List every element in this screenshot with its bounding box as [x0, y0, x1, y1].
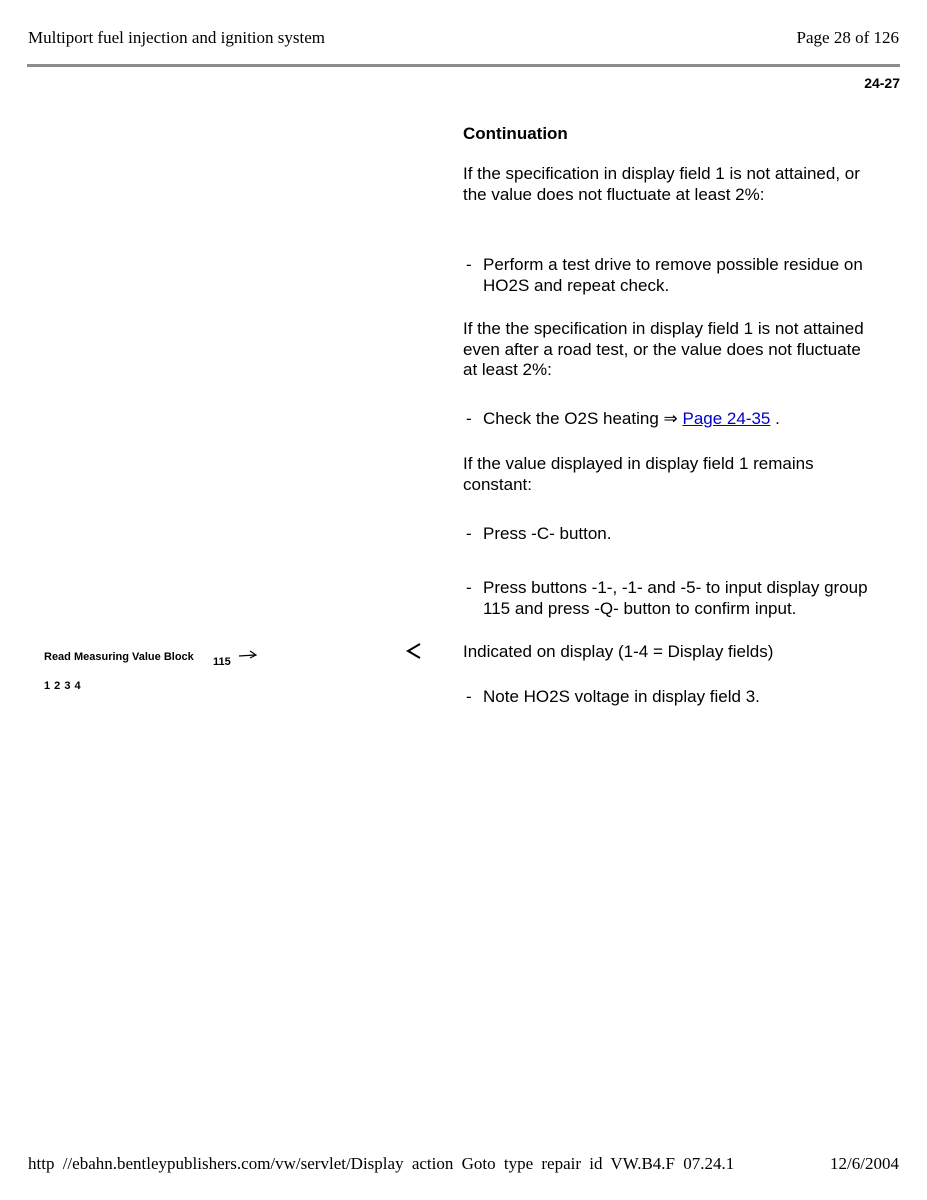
display-label: Read Measuring Value Block — [44, 651, 194, 663]
section-heading: Continuation — [463, 124, 568, 143]
bullet-dash: - — [466, 687, 472, 706]
paragraph-1: If the specification in display field 1 is not attained, or the value does not fluctuate at least 2%: — [463, 164, 860, 204]
header-divider — [27, 64, 900, 67]
bullet-dash: - — [466, 578, 472, 597]
bullet-text: Check the O2S heating ⇒ — [483, 409, 678, 428]
document-title: Multiport fuel injection and ignition system — [28, 28, 325, 47]
footer-date: 12/6/2004 — [830, 1154, 899, 1173]
display-group-number: 115 — [213, 656, 231, 668]
bullet-item-2 — [463, 409, 883, 430]
section-number: 24-27 — [864, 75, 900, 91]
paragraph-3: If the value displayed in display field 1 remains constant: — [463, 454, 814, 494]
bullet-dash: - — [466, 409, 472, 428]
bullet-text: Perform a test drive to remove possible residue on HO2S and repeat check. — [483, 255, 863, 295]
paragraph-4: Indicated on display (1-4 = Display fields) — [463, 642, 774, 661]
bullet-dash: - — [466, 255, 472, 274]
bullet-dash: - — [466, 524, 472, 543]
bullet-text: Note HO2S voltage in display field 3. — [483, 687, 760, 706]
bullet-text: Press buttons -1-, -1- and -5- to input display group 115 and press -Q- button to confirm input. — [483, 578, 868, 618]
bullet-text: Press -C- button. — [483, 524, 612, 543]
page-indicator: Page 28 of 126 — [796, 28, 899, 47]
bullet-item-5 — [463, 687, 883, 708]
bullet-item-1 — [463, 255, 883, 296]
footer-url: http //ebahn.bentleypublishers.com/vw/servlet/Display action Goto type repair id VW.B4.F 07.24.1 — [28, 1154, 735, 1173]
bullet-suffix: . — [775, 409, 780, 428]
bullet-item-3 — [463, 524, 883, 545]
right-arrow-icon — [238, 648, 258, 666]
page-link[interactable]: Page 24-35 — [682, 409, 771, 428]
pointer-arrow-icon — [405, 642, 423, 665]
bullet-item-4 — [463, 578, 883, 619]
display-field-numbers: 1 2 3 4 — [44, 680, 81, 692]
paragraph-2: If the the specification in display field 1 is not attained even after a road test, or the value does not fluctuate at least 2%: — [463, 319, 864, 379]
